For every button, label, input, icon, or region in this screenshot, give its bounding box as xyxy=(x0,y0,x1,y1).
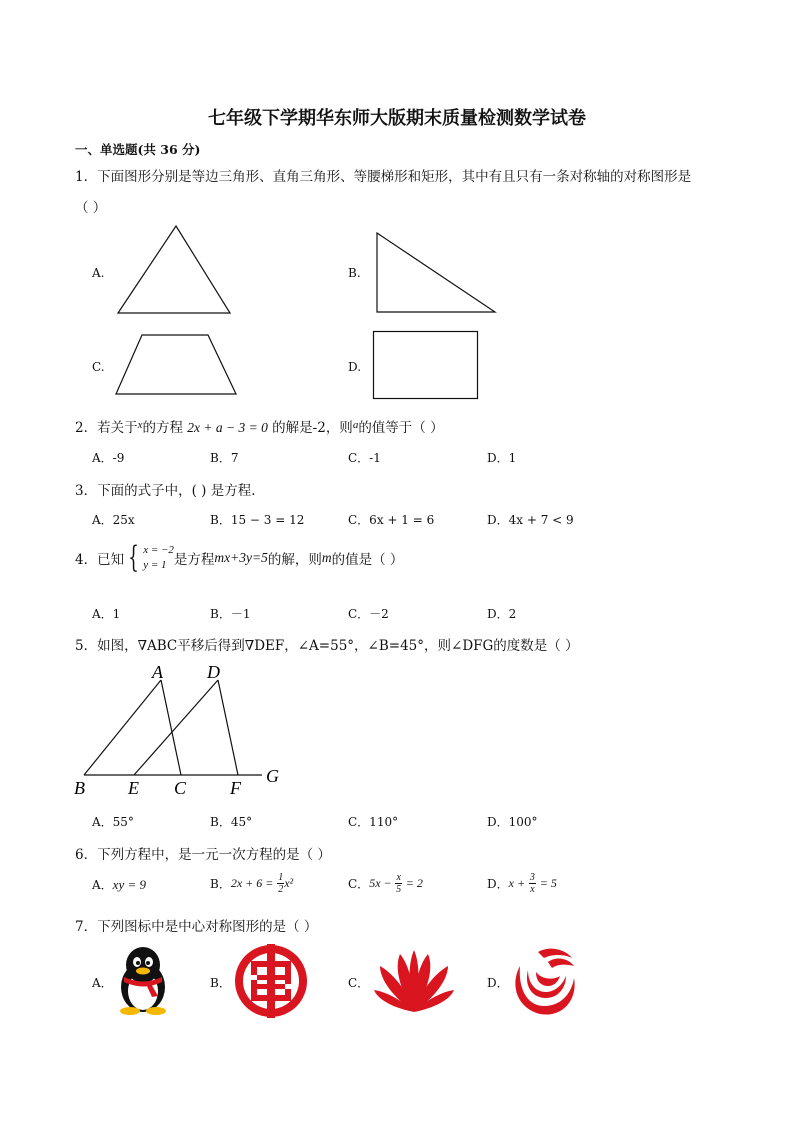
q2-text-2: 的方程 xyxy=(142,420,183,436)
q4-stem xyxy=(75,540,404,575)
q1-option-c-label: C. xyxy=(92,360,105,374)
swirl-logo-icon xyxy=(508,944,580,1018)
q1-option-a-label: A. xyxy=(92,266,105,280)
q5-option-d: D．100° xyxy=(487,815,538,829)
q6-option-d-pre: x + xyxy=(508,876,526,890)
q4-var-m: m xyxy=(321,550,332,565)
page-title: 七年级下学期华东师大版期末质量检测数学试卷 xyxy=(208,108,586,129)
q1-option-d-label: D. xyxy=(348,360,362,374)
point-label-a: A xyxy=(152,662,163,682)
isosceles-trapezoid-figure xyxy=(108,330,244,400)
q3-option-a: A．25x xyxy=(92,513,135,527)
q4-text-3: 的解，则 xyxy=(267,552,322,568)
q4-system-line1: x = −2 xyxy=(143,544,174,556)
q4-option-a: A．1 xyxy=(92,607,121,621)
q6-option-b-numerator: 1 xyxy=(278,872,284,883)
q6-option-c-numerator: x xyxy=(396,872,401,883)
q2-text-5: 的值等于（ ） xyxy=(358,420,444,436)
q4-option-b: B．－1 xyxy=(210,607,251,621)
right-triangle-figure xyxy=(370,228,502,318)
q4-text-2: 是方程 xyxy=(173,552,215,568)
q2-option-b: B．7 xyxy=(210,451,239,465)
q4-equation: mx+3y=5 xyxy=(214,550,268,565)
q4-text-1: 4．已知 xyxy=(75,552,125,568)
q4-option-c: C．－2 xyxy=(348,607,389,621)
q3-option-b: B．15 − 3 = 12 xyxy=(210,513,305,527)
q2-stem xyxy=(75,416,444,436)
q4-system-line2: y = 1 xyxy=(143,559,167,571)
rectangle-figure xyxy=(368,326,484,404)
q4-system xyxy=(143,543,174,573)
q2-var-a: a xyxy=(352,419,359,431)
q5-option-a: A．55° xyxy=(92,815,134,829)
q5-stem: 5．如图，∇ABC平移后得到∇DEF，∠A=55°，∠B=45°，则∠DFG的度数是（ ） xyxy=(75,638,579,654)
q1-option-b-label: B. xyxy=(348,266,361,280)
bank-logo-icon xyxy=(232,944,310,1018)
q6-option-a-expr: xy = 9 xyxy=(112,877,146,892)
q6-option-b-pre: 2x + 6 = xyxy=(230,876,274,890)
point-label-e: E xyxy=(128,778,139,798)
q6-option-b-denominator: 2 xyxy=(278,884,284,895)
q3-option-c: C．6x + 1 = 6 xyxy=(348,513,435,527)
q6-option-c xyxy=(348,872,423,895)
q7-option-a-label: A． xyxy=(92,976,113,990)
q2-solution: -2 xyxy=(312,420,326,436)
q6-option-d-post: = 5 xyxy=(539,876,557,890)
q6-option-d-label: D． xyxy=(487,877,509,891)
penguin-logo-icon xyxy=(110,944,176,1016)
q6-option-c-post: = 2 xyxy=(405,876,423,890)
q5-option-b: B．45° xyxy=(210,815,253,829)
equilateral-triangle-figure xyxy=(110,222,240,318)
q2-option-a: A．-9 xyxy=(92,451,125,465)
q7-option-b-label: B． xyxy=(210,976,231,990)
q6-option-c-label: C． xyxy=(348,877,370,891)
q1-stem-line2: （ ） xyxy=(75,200,107,216)
q6-option-b-label: B． xyxy=(210,877,231,891)
point-label-f: F xyxy=(230,778,241,798)
q2-text-3: 的解是 xyxy=(272,420,313,436)
q7-option-c-label: C． xyxy=(348,976,370,990)
q7-stem: 7．下列图标中是中心对称图形的是（ ） xyxy=(75,919,318,935)
q6-option-c-fraction xyxy=(395,872,401,895)
q6-option-d-numerator: 3 xyxy=(529,872,535,883)
q6-option-a xyxy=(92,876,146,893)
section-heading: 一、单选题(共 36 分) xyxy=(75,142,201,157)
q2-text-4: ，则 xyxy=(325,420,353,436)
q6-option-c-pre: 5x − xyxy=(369,876,392,890)
q1-stem-line1: 1．下面图形分别是等边三角形、直角三角形、等腰梯形和矩形，其中有且只有一条对称轴的对称图形是 xyxy=(75,169,692,185)
q6-option-d-fraction xyxy=(529,872,536,895)
q6-option-c-denominator: 5 xyxy=(396,884,402,895)
q2-option-d: D．1 xyxy=(487,451,517,465)
q6-option-d xyxy=(487,872,557,895)
q6-stem: 6．下列方程中，是一元一次方程的是（ ） xyxy=(75,847,331,863)
point-label-g: G xyxy=(266,766,279,786)
point-label-c: C xyxy=(174,778,187,798)
q4-text-4: 的值是（ ） xyxy=(331,552,404,568)
q2-equation: 2x + a − 3 = 0 xyxy=(187,420,268,435)
q2-option-c: C．-1 xyxy=(348,451,381,465)
point-label-b: B xyxy=(74,778,85,798)
q3-option-d: D．4x + 7 < 9 xyxy=(487,513,574,527)
q3-stem: 3．下面的式子中，( ) 是方程. xyxy=(75,483,256,499)
q2-text-1: 2．若关于 xyxy=(75,420,138,436)
q7-option-d-label: D． xyxy=(487,976,509,990)
point-label-d: D xyxy=(207,662,220,682)
translation-diagram xyxy=(70,660,290,800)
q6-option-d-denominator: x xyxy=(530,884,535,895)
q6-option-a-label: A． xyxy=(92,878,113,892)
q5-option-c: C．110° xyxy=(348,815,399,829)
brace-symbol: { xyxy=(128,540,139,575)
q2-var-x: x xyxy=(137,419,143,431)
q4-option-d: D．2 xyxy=(487,607,517,621)
q6-option-b-post: x² xyxy=(284,876,294,890)
q6-option-b xyxy=(210,872,293,895)
petal-fan-logo-icon xyxy=(372,946,456,1014)
